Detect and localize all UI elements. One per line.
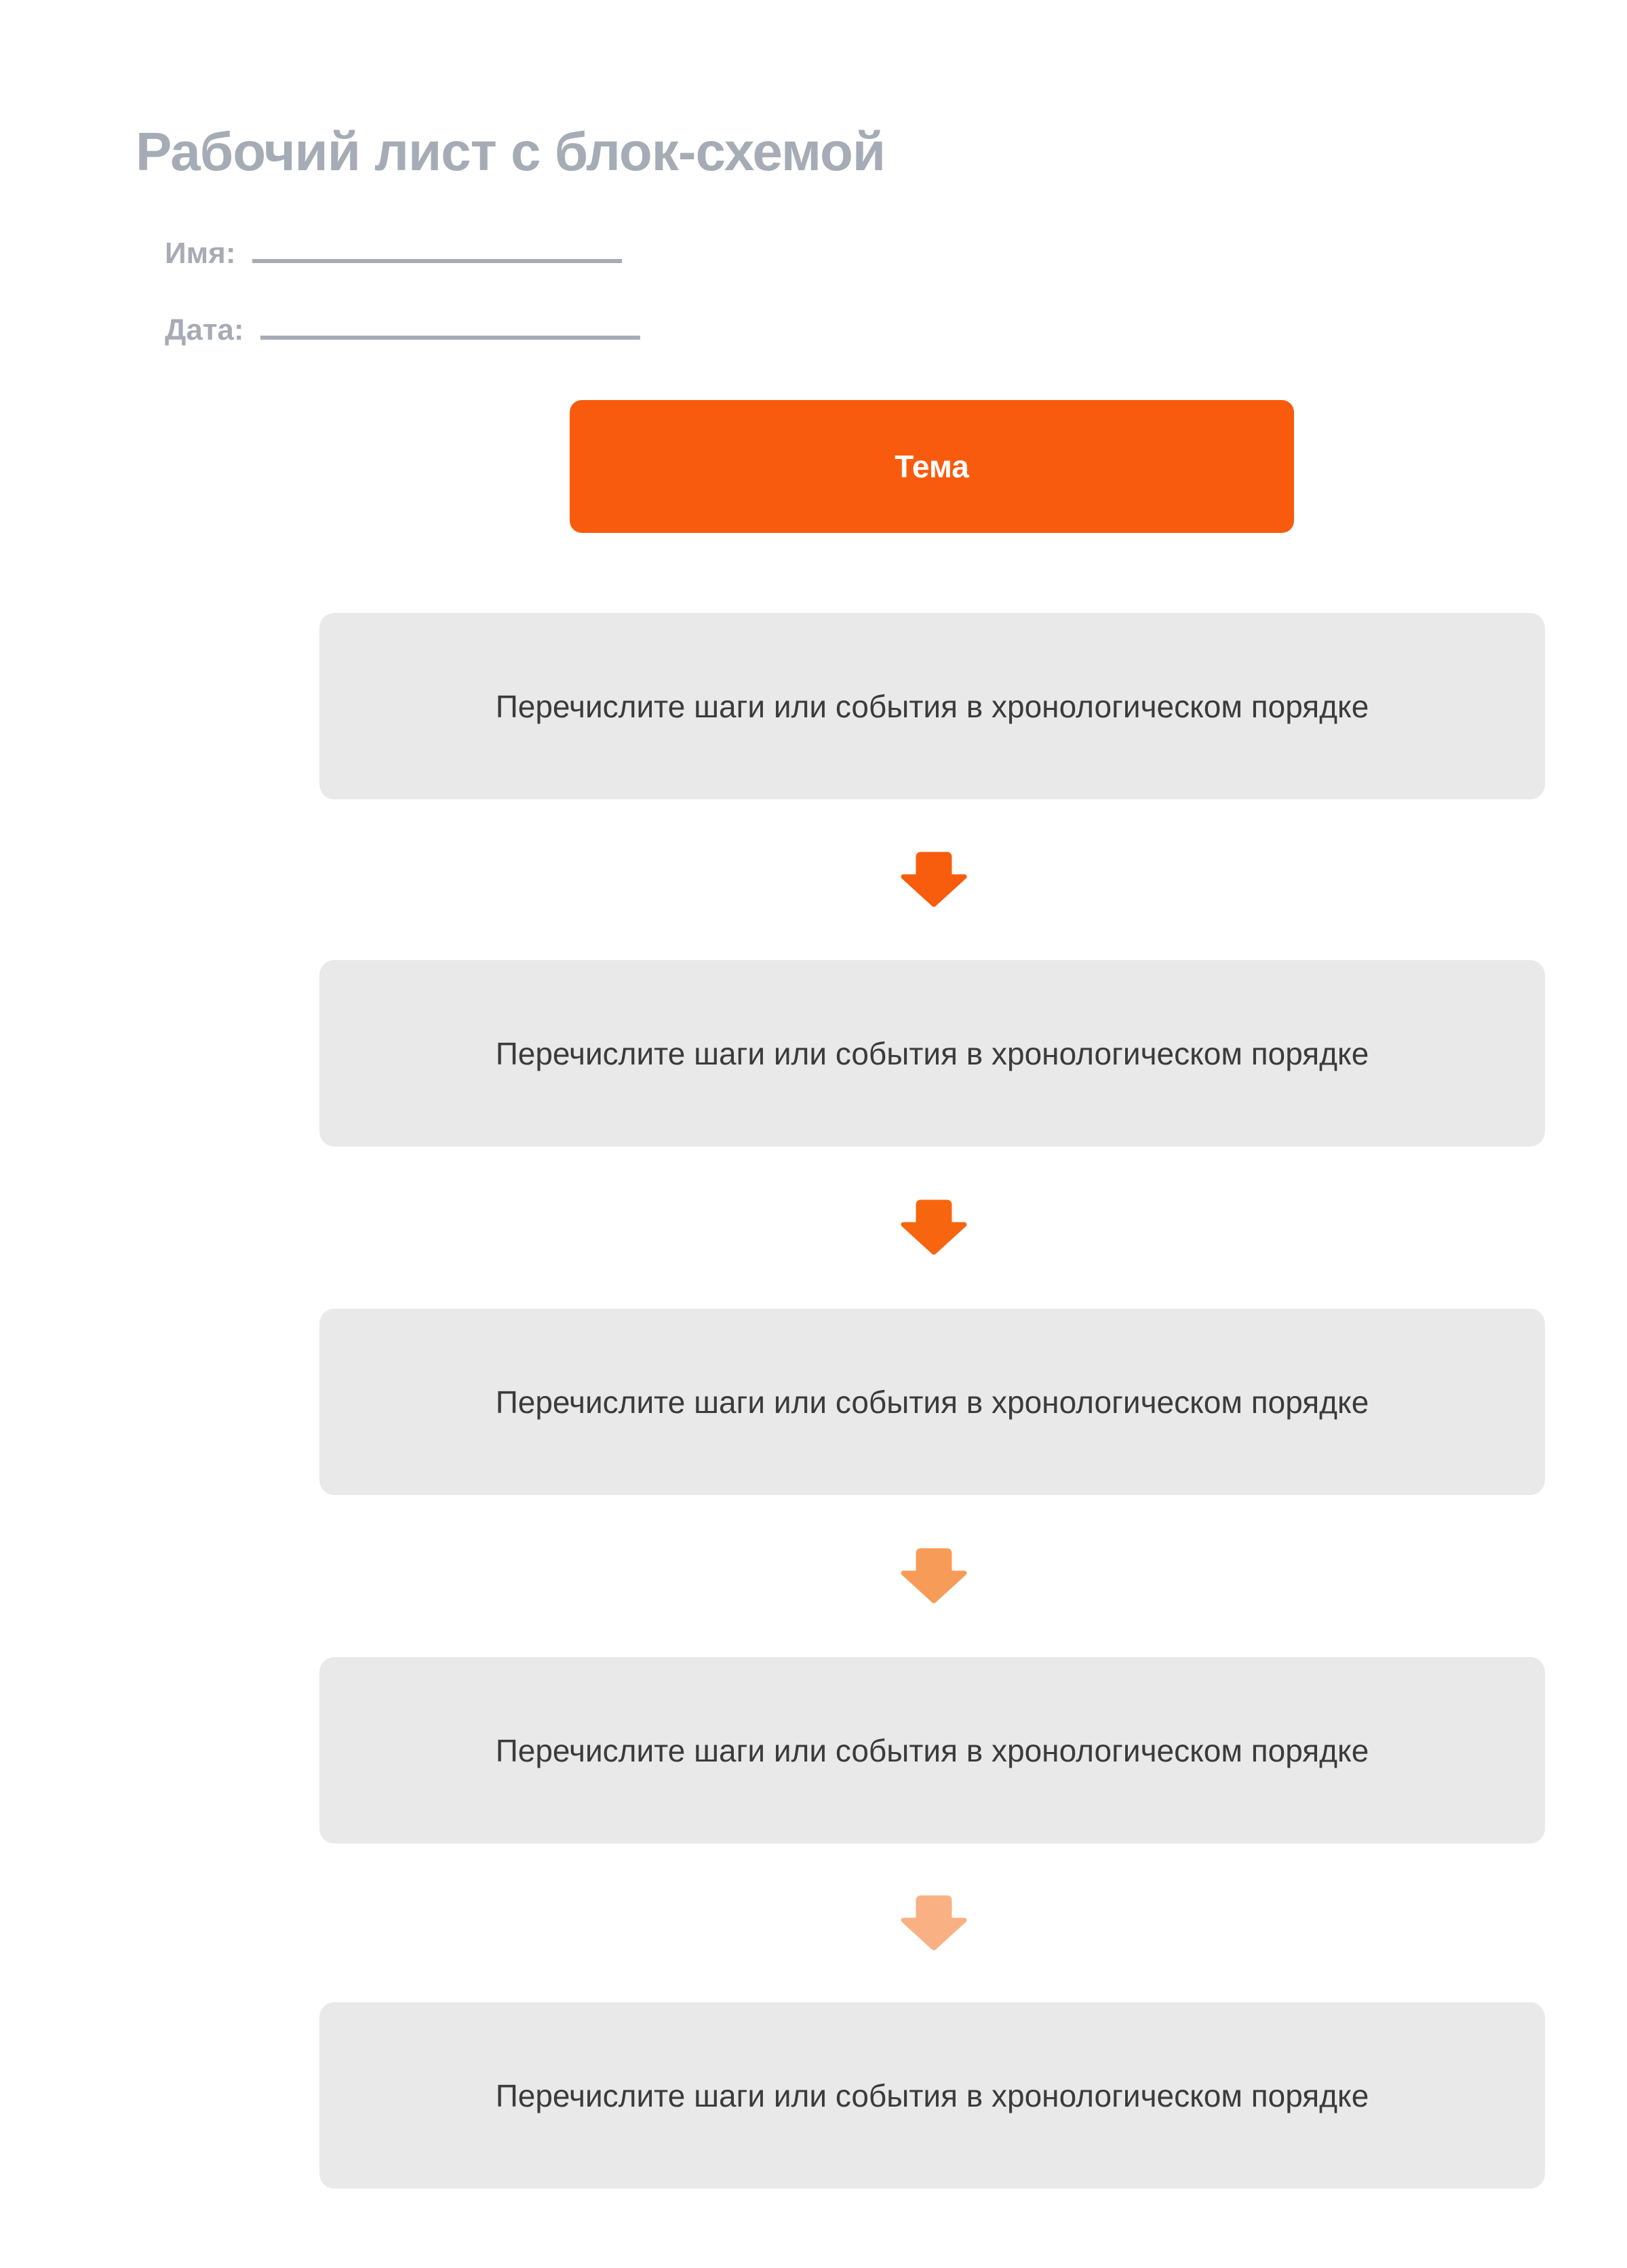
name-input-line[interactable] <box>252 236 622 263</box>
name-label: Имя: <box>165 237 236 270</box>
topic-label: Тема <box>895 449 969 484</box>
down-arrow-icon <box>900 1894 968 1951</box>
step-placeholder-2: Перечислите шаги или события в хронологическом порядке <box>495 1035 1369 1071</box>
page-title: Рабочий лист с блок-схемой <box>136 121 886 182</box>
step-box-4[interactable] <box>319 1657 1545 1844</box>
date-label: Дата: <box>165 313 244 346</box>
name-field <box>165 236 622 271</box>
step-box-5[interactable] <box>319 2002 1545 2189</box>
step-box-1[interactable] <box>319 613 1545 799</box>
down-arrow-icon <box>900 851 968 908</box>
step-placeholder-5: Перечислите шаги или события в хронологическом порядке <box>495 2077 1369 2113</box>
down-arrow-icon <box>900 1547 968 1604</box>
step-placeholder-4: Перечислите шаги или события в хронологическом порядке <box>495 1732 1369 1768</box>
date-field <box>165 313 640 347</box>
topic-box[interactable] <box>570 400 1294 533</box>
down-arrow-icon <box>900 1199 968 1256</box>
step-placeholder-1: Перечислите шаги или события в хронологическом порядке <box>495 688 1369 724</box>
date-input-line[interactable] <box>260 313 640 340</box>
step-placeholder-3: Перечислите шаги или события в хронологическом порядке <box>495 1384 1369 1420</box>
step-box-2[interactable] <box>319 960 1545 1147</box>
step-box-3[interactable] <box>319 1309 1545 1495</box>
